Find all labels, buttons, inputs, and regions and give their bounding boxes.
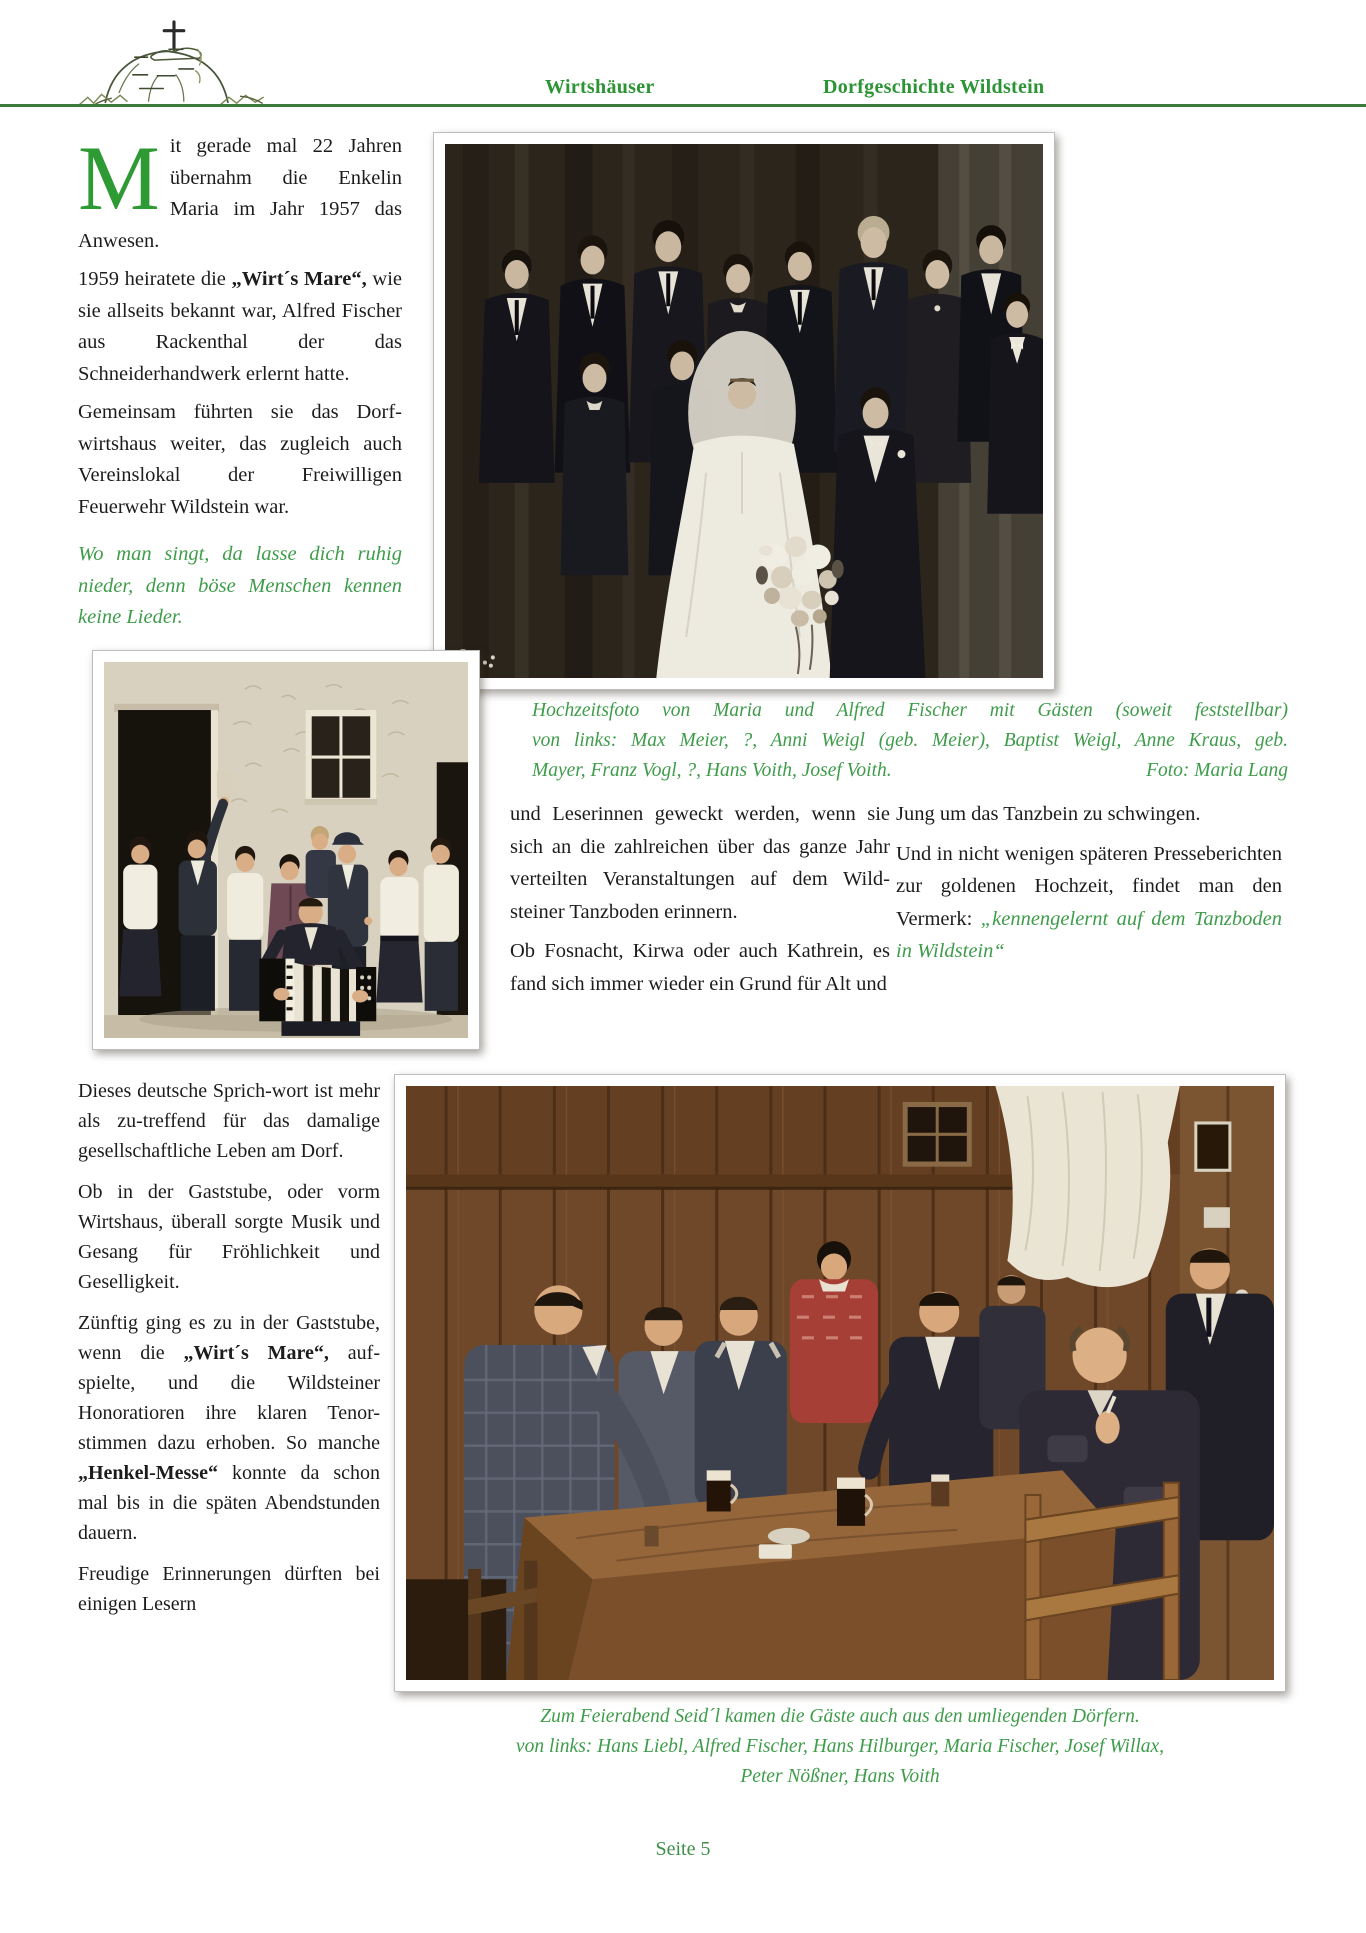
intro-paragraph-1	[78, 127, 402, 257]
wedding-photo-caption	[532, 696, 1288, 786]
mid-paragraph-1: und Leserinnen geweckt werden, wenn sie sich an die zahlreichen über das ganze Jahr verteilten Veranstaltungen auf dem Wild-steiner Tanzboden erinnern.	[510, 803, 890, 923]
right-paragraph-2	[896, 838, 1282, 968]
lower-left-text-column	[78, 1076, 380, 1630]
middle-text-column	[510, 798, 890, 1007]
left2-paragraph-2: Ob in der Gaststube, oder vorm Wirtshaus, überall sorgte Musik und Gesang für Fröhlichkeit und Geselligkeit.	[78, 1181, 380, 1293]
tavern-caption-line3: Peter Nößner, Hans Voith	[740, 1766, 940, 1787]
right-paragraph-1: Jung um das Tanzbein zu schwingen.	[896, 803, 1201, 825]
wedding-caption-names: Mayer, Franz Vogl, ?, Hans Voith, Josef Voith.	[532, 760, 892, 781]
right-text-column	[896, 798, 1282, 975]
wirts-mare-bold: „Wirt´s Mare“,	[231, 268, 367, 290]
tavern-caption-line2: von links: Hans Liebl, Alfred Fischer, Hans Hilburger, Maria Fischer, Josef Willax,	[515, 1736, 1165, 1757]
proverb-quote: Wo man singt, da lasse dich ruhig nieder, denn böse Menschen kennen keine Lieder.	[78, 543, 402, 628]
wedding-photo-illustration	[445, 144, 1043, 678]
mid-paragraph-2: Ob Fosnacht, Kirwa oder auch Kathrein, es fand sich immer wieder ein Grund für Alt und	[510, 940, 890, 995]
header-section-title: Wirtshäuser	[545, 76, 655, 98]
henkelmesse-bold: „Henkel-Messe“	[78, 1462, 218, 1484]
right-p2-text: Und in nicht wenigen späteren Presseberichten zur goldenen Hochzeit, findet man den Vermerk:	[896, 842, 1282, 930]
page-number: Seite 5	[655, 1838, 711, 1860]
intro-p2-c: wie sie allseits bekannt war, Alfred Fischer aus Rackenthal der das Schneiderhandwerk erlernt hatte.	[78, 268, 402, 385]
header-book-title: Dorfgeschichte Wildstein	[823, 76, 1045, 98]
left2-paragraph-4: Freudige Erinnerungen dürften bei einigen Lesern	[78, 1563, 380, 1615]
intro-paragraph-1-text: it gerade mal 22 Jahren übernahm die Enkelin Maria im Jahr 1957 das Anwesen.	[78, 135, 402, 252]
accordion-player-photo	[92, 650, 480, 1050]
tavern-evening-photo	[394, 1074, 1286, 1692]
tavern-photo-illustration	[406, 1086, 1274, 1680]
tavern-photo-caption	[394, 1702, 1286, 1792]
accordion-bellows	[295, 963, 357, 1028]
wedding-caption-line2: von links: Max Meier, ?, Anni Weigl (geb. Meier), Baptist Weigl, Anne Kraus, geb.	[532, 730, 1288, 751]
small-window	[905, 1104, 969, 1164]
header-divider-rule	[0, 104, 1366, 107]
accordion-photo-illustration	[104, 662, 468, 1038]
intro-p2-a: 1959 heiratete die	[78, 268, 232, 290]
wirts-mare-bold-2: „Wirt´s Mare“,	[183, 1342, 329, 1364]
left2-p3-c: auf-spielte, und die Wildsteiner Honoratioren ihre klaren Tenor-stimmen dazu erhoben. So manche	[78, 1342, 380, 1454]
tavern-caption-line1: Zum Feierabend Seid´l kamen die Gäste auch aus den umliegenden Dörfern.	[540, 1706, 1140, 1727]
left2-paragraph-1: Dieses deutsche Sprich-wort ist mehr als zu-treffend für das damalige gesellschaftliche Leben am Dorf.	[78, 1080, 380, 1162]
intro-paragraph-3: Gemeinsam führten sie das Dorf-wirtshaus weiter, das zugleich auch Vereinslokal der Freiwilligen Feuerwehr Wildstein war.	[78, 401, 402, 518]
photo-credit: Foto: Maria Lang	[1146, 760, 1288, 781]
left2-p3-a: Zünftig ging es zu in der Gaststube, wenn die	[78, 1312, 380, 1364]
hanging-cloth	[995, 1086, 1179, 1287]
window	[305, 713, 378, 805]
drop-cap: M	[78, 127, 160, 229]
header-logo	[76, 16, 272, 106]
intro-column	[78, 127, 402, 641]
intro-paragraph-2	[78, 264, 402, 390]
left2-p3-e: konnte da schon mal bis in die späten Abendstunden dauern.	[78, 1462, 380, 1544]
wedding-group-photo	[433, 132, 1055, 690]
tanzboden-quote: „kennengelernt auf dem Tanzboden in Wildstein“	[896, 907, 1282, 962]
left2-paragraph-3	[78, 1308, 380, 1548]
wedding-caption-line1: Hochzeitsfoto von Maria und Alfred Fischer mit Gästen (soweit feststellbar)	[532, 700, 1288, 721]
wedding-caption-line3	[532, 756, 1288, 786]
village-hill-cross-icon	[76, 16, 272, 106]
